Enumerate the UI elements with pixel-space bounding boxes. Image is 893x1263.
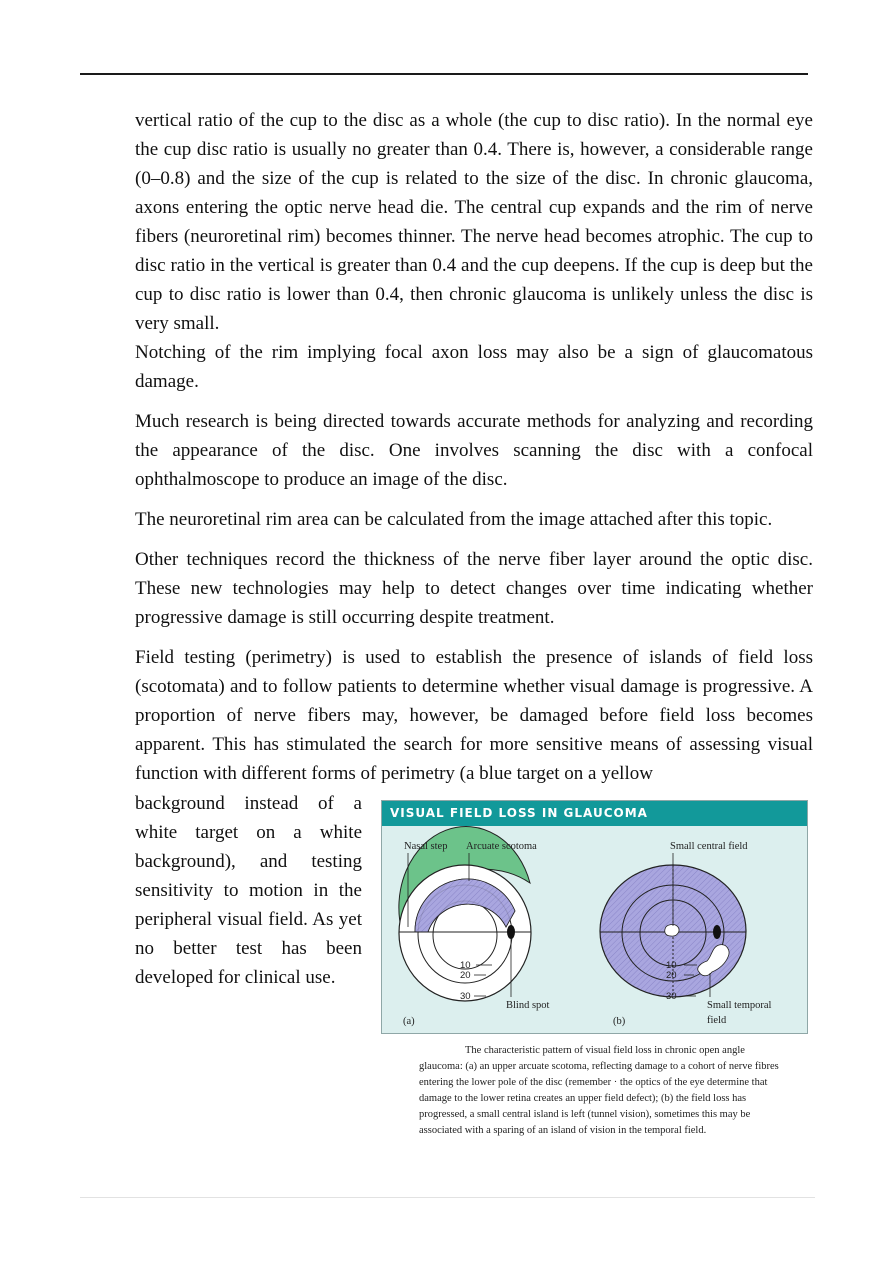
blind-spot-a	[507, 925, 515, 939]
paragraph-research: Much research is being directed towards accurate methods for analyzing and recording the appearance of the disc. One involves scanning the disc with a confocal ophthalmoscope to produce an image of the disc.	[135, 411, 813, 490]
panel-label-b: (b)	[613, 1016, 626, 1027]
label-blind-spot: Blind spot	[506, 1000, 550, 1011]
isopter-label-30-a: 30	[460, 991, 471, 1002]
paragraph-nerve-fiber: Other techniques record the thickness of the nerve fiber layer around the optic disc. These new technologies may help to detect changes over time indicating whether progressive damage is still occurring despite treatment.	[135, 549, 813, 628]
isopter-label-10-b: 10	[666, 960, 677, 971]
footer-rule	[80, 1197, 815, 1198]
paragraph-notching: Notching of the rim implying focal axon loss may also be a sign of glaucomatous damage.	[135, 342, 813, 392]
label-arcuate-scotoma: Arcuate scotoma	[466, 841, 537, 852]
label-field: field	[707, 1015, 727, 1026]
isopter-label-30-b: 30	[666, 991, 677, 1002]
paragraph-rim-area: The neuroretinal rim area can be calculated from the image attached after this topic.	[135, 509, 773, 530]
figure-title: VISUAL FIELD LOSS IN GLAUCOMA	[382, 801, 807, 826]
central-island	[665, 925, 679, 937]
paragraph-cup-disc-ratio: vertical ratio of the cup to the disc as a whole (the cup to disc ratio). In the normal eye the cup disc ratio is usually no greater than 0.4. There is, however, a considerable range (0–0.8) and the size of the cup is related to the size of the disc. In chronic glaucoma, axons entering the optic nerve head die. The central cup expands and the rim of nerve fibers (neuroretinal rim) becomes thinner. The nerve head becomes atrophic. The cup to disc ratio in the vertical is greater than 0.4 and the cup deepens. If the cup is deep but the cup to disc ratio is lower than 0.4, then chronic glaucoma is unlikely unless the disc is very small.	[135, 110, 813, 334]
isopter-label-20-a: 20	[460, 970, 471, 981]
blind-spot-b	[713, 925, 721, 939]
paragraph-perimetry-continued: background instead of a white target on a white background), and testing sensitivity to motion in the peripheral visual field. As yet no better test has been developed for clinical use.	[135, 793, 362, 988]
visual-field-diagram	[382, 801, 809, 1035]
paragraph-perimetry: Field testing (perimetry) is used to establish the presence of islands of field loss (scotomata) and to follow patients to determine whether visual damage is progressive. A proportion of nerve fibers may, however, be damaged before field loss becomes apparent. This has stimulated the search for more sensitive means of assessing visual function with different forms of perimetry (a blue target on a yellow	[135, 647, 813, 784]
label-small-central-field: Small central field	[670, 841, 748, 852]
label-nasal-step: Nasal step	[404, 841, 448, 852]
isopter-label-10-a: 10	[460, 960, 471, 971]
isopter-label-20-b: 20	[666, 970, 677, 981]
visual-field-figure	[381, 800, 808, 1034]
label-small-temporal: Small temporal	[707, 1000, 772, 1011]
header-rule	[80, 73, 808, 75]
panel-label-a: (a)	[403, 1016, 415, 1027]
figure-caption: The characteristic pattern of visual field loss in chronic open angle glaucoma: (a) an upper arcuate scotoma, reflecting damage to a cohort of nerve fibres entering the lower pole of the disc (remember · the optics of the eye determine that damage to the lower retina creates an upper field defect); (b) the field loss has progressed, a small central island is left (tunnel vision), sometimes this may be associated with a sparing of an island of vision in the temporal field.	[419, 1045, 779, 1136]
body-text	[135, 106, 813, 788]
